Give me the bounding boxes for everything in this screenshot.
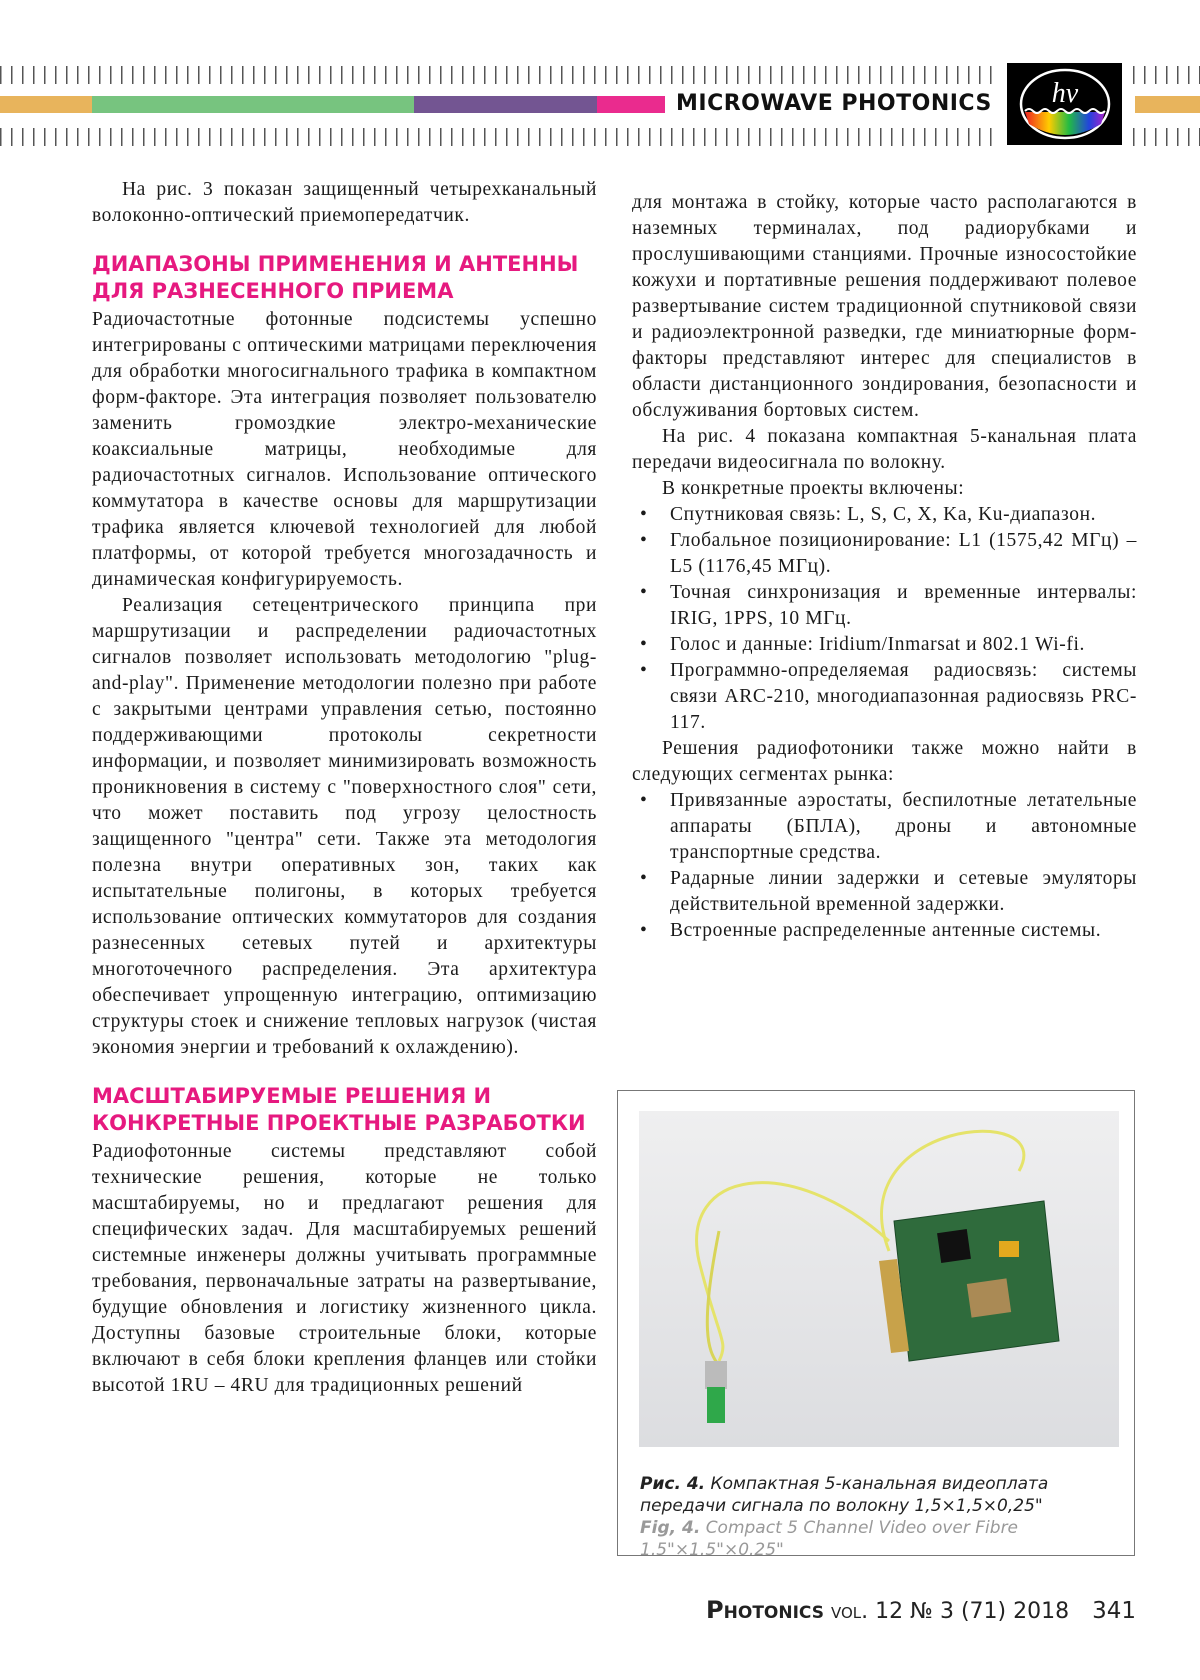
section-heading: ДИАПАЗОНЫ ПРИМЕНЕНИЯ И АНТЕННЫ ДЛЯ РАЗНЕСЕННОГО ПРИЕМА (92, 251, 597, 305)
journal-name: Photonics (706, 1596, 824, 1624)
right-column (632, 190, 1137, 944)
caption-label-en: Fig, 4. (640, 1518, 700, 1538)
figure-4 (617, 1090, 1135, 1556)
page-number: 341 (1092, 1598, 1136, 1624)
left-column (92, 177, 597, 1399)
paragraph: В конкретные проекты включены: (632, 476, 1137, 502)
paragraph: Радиофотонные системы представляют собой технические решения, которые не только масштабируемы, но и предлагают решения для специфических задач. Для масштабируемых решений системные инженеры должны учитывать программные требования, первоначальные затраты на развертывание, будущие обновления и логистику жизненного цикла. Доступны базовые строительные блоки, которые включают в себя блоки крепления фланцев или стойки высотой 1RU – 4RU для традиционных решений (92, 1139, 597, 1399)
color-bar-purple (414, 96, 597, 113)
list-item: • Встроенные распределенные антенные системы. (632, 918, 1137, 944)
paragraph: Решения радиофотоники также можно найти в следующих сегментах рынка: (632, 736, 1137, 788)
figure-caption (640, 1473, 1120, 1561)
color-bar-orange (1135, 96, 1200, 113)
color-bar-green (92, 96, 414, 113)
tick-rule (1133, 66, 1200, 84)
color-bar-orange (0, 96, 92, 113)
hv-logo-icon (1015, 66, 1115, 142)
list-item: • Программно-определяемая радиосвязь: системы связи ARC-210, многодиапазонная радиосвязь PRC-117. (632, 658, 1137, 736)
figure-photo (639, 1111, 1119, 1447)
tick-rule (0, 128, 1000, 146)
tick-rule (1133, 128, 1200, 146)
paragraph: Радиочастотные фотонные подсистемы успешно интегрированы с оптическими матрицами переключения для обработки многосигнального трафика в компактном форм-факторе. Эта интеграция позволяет пользователю заменить громоздкие электро-механические коаксиальные матрицы, необходимые для радиочастотных сигналов. Использование оптического коммутатора в качестве основы для маршрутизации трафика является ключевой технологией для любой платформы, от которой требуется многозадачность и динамическая конфигурируемость. (92, 307, 597, 593)
list-item: • Радарные линии задержки и сетевые эмуляторы действительной временной задержки. (632, 866, 1137, 918)
list-item: • Глобальное позиционирование: L1 (1575,42 МГц) – L5 (1176,45 МГц). (632, 528, 1137, 580)
video-board-image (639, 1111, 1119, 1447)
project-list (632, 502, 1137, 736)
section-heading: МАСШТАБИРУЕМЫЕ РЕШЕНИЯ И КОНКРЕТНЫЕ ПРОЕКТНЫЕ РАЗРАБОТКИ (92, 1083, 597, 1137)
paragraph: На рис. 4 показана компактная 5-канальная плата передачи видеосигнала по волокну. (632, 424, 1137, 476)
tick-rule (0, 66, 1000, 84)
issue-info: vol. 12 № 3 (71) 2018 (831, 1599, 1069, 1624)
paragraph: для монтажа в стойку, которые часто располагаются в наземных терминалах, под радиорубками и прослушивающими станциями. Прочные износостойкие кожухи и портативные решения поддерживают полевое развертывание систем традиционной спутниковой связи и радиоэлектронной разведки, где миниатюрные форм-факторы представляют интерес для специалистов в области дистанционного зондирования, безопасности и обслуживания бортовых систем. (632, 190, 1137, 424)
caption-label-ru: Рис. 4. (640, 1474, 705, 1494)
caption-text-ru: Компактная 5-канальная видеоплата передачи сигнала по волокну 1,5×1,5×0,25" (640, 1474, 1048, 1516)
list-item: • Спутниковая связь: L, S, C, X, Ka, Ku-диапазон. (632, 502, 1137, 528)
paragraph: На рис. 3 показан защищенный четырехканальный волоконно-оптический приемопередатчик. (92, 177, 597, 229)
svg-text:hv: hv (1051, 78, 1078, 109)
page-footer (706, 1596, 1136, 1624)
journal-logo (1007, 63, 1122, 145)
list-item: • Голос и данные: Iridium/Inmarsat и 802.1 Wi-fi. (632, 632, 1137, 658)
market-list (632, 788, 1137, 944)
color-bar-pink (597, 96, 665, 113)
list-item: • Привязанные аэростаты, беспилотные летательные аппараты (БПЛА), дроны и автономные транспортные средства. (632, 788, 1137, 866)
section-title: MICROWAVE PHOTONICS (676, 91, 992, 116)
paragraph: Реализация сетецентрического принципа при маршрутизации и распределении радиочастотных сигналов позволяет использовать методологию "plug-and-play". Применение методологии полезно при работе с закрытыми центрами управления сетью, постоянно поддерживающими протоколы секретности информации, и позволяет минимизировать возможность проникновения в систему с "поверхностного слоя" сети, что может поставить под угрозу целостность защищенного "центра" сети. Также эта методология полезна внутри оперативных зон, таких как испытательные полигоны, в которых требуется использование оптических коммутаторов для создания разнесенных сетевых путей и архитектуры многоточечного распределения. Эта архитектура обеспечивает упрощенную интеграцию, оптимизацию структуры стоек и снижение тепловых нагрузок (чистая экономия энергии и требований к охлаждению). (92, 593, 597, 1061)
list-item: • Точная синхронизация и временные интервалы: IRIG, 1PPS, 10 МГц. (632, 580, 1137, 632)
caption-text-en: Compact 5 Channel Video over Fibre 1.5"×1.5"×0.25" (640, 1518, 1018, 1560)
